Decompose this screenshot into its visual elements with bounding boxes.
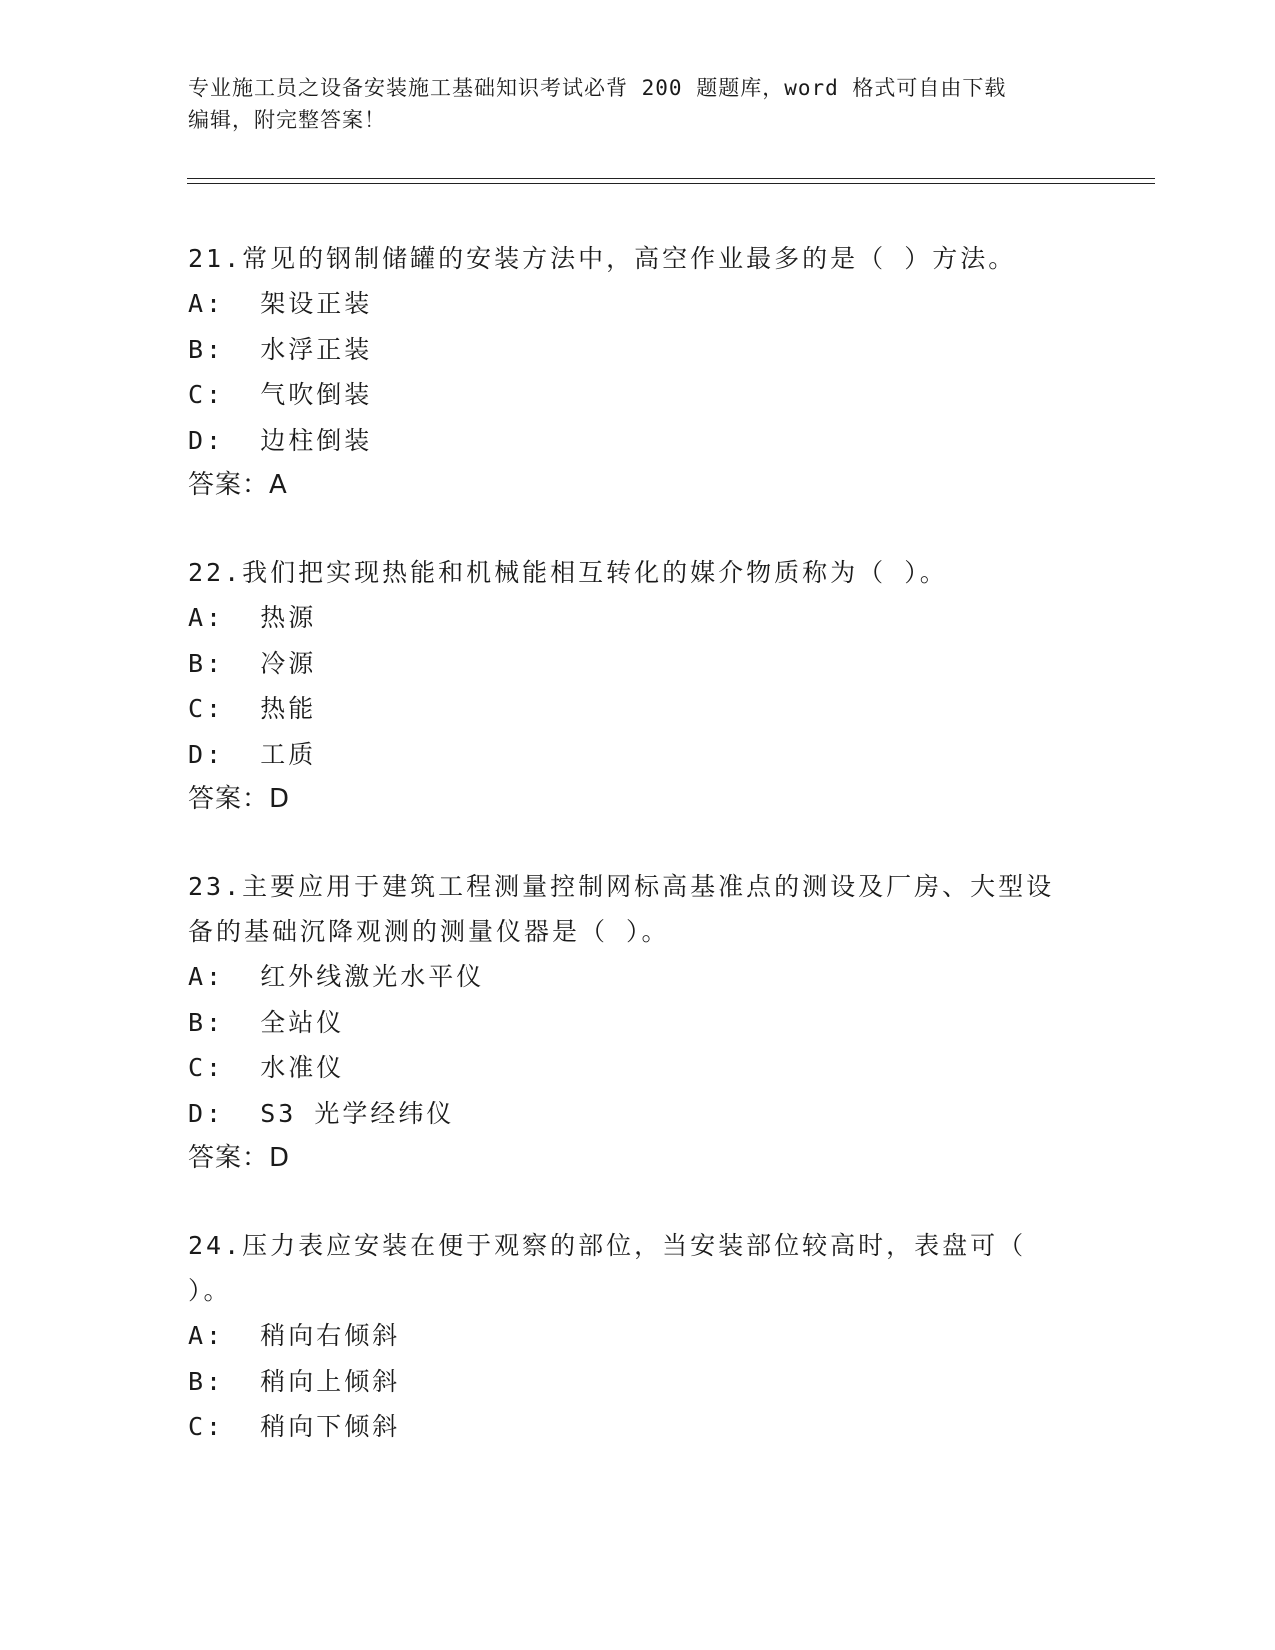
question-stem-line-1: 24.压力表应安装在便于观察的部位，当安装部位较高时，表盘可（ [188, 1231, 1027, 1260]
question-stem: 21.常见的钢制储罐的安装方法中，高空作业最多的是（ ）方法。 [188, 244, 1017, 273]
question-23 [188, 864, 1088, 1181]
question-21 [188, 236, 1088, 508]
option-c: C: 热能 [188, 694, 317, 723]
question-stem-line-1: 23.主要应用于建筑工程测量控制网标高基准点的测设及厂房、大型设 [188, 872, 1055, 901]
option-d: D: S3 光学经纬仪 [188, 1098, 455, 1128]
answer: 答案：A [188, 470, 288, 500]
option-c: C: 稍向下倾斜 [188, 1412, 401, 1441]
question-stem: 22.我们把实现热能和机械能相互转化的媒介物质称为（ ）。 [188, 558, 948, 587]
header-line-1: 专业施工员之设备安装施工基础知识考试必背 200 题题库，word 格式可自由下载 [188, 76, 1007, 100]
question-list [188, 236, 1088, 1492]
question-24 [188, 1223, 1088, 1450]
option-c: C: 水准仪 [188, 1053, 345, 1082]
question-22 [188, 550, 1088, 822]
option-a: A: 稍向右倾斜 [188, 1321, 401, 1350]
option-b: B: 稍向上倾斜 [188, 1366, 401, 1396]
option-b: B: 水浮正装 [188, 334, 373, 364]
document-header [188, 72, 1068, 136]
option-a: A: 红外线激光水平仪 [188, 962, 485, 991]
answer: 答案：D [188, 784, 291, 814]
answer: 答案：D [188, 1143, 291, 1173]
option-a: A: 热源 [188, 603, 317, 632]
option-d: D: 边柱倒装 [188, 425, 373, 455]
option-b: B: 全站仪 [188, 1007, 345, 1037]
header-line-2: 编辑，附完整答案！ [188, 108, 386, 132]
option-c: C: 气吹倒装 [188, 380, 373, 409]
option-d: D: 工质 [188, 739, 317, 769]
question-stem-line-2: 备的基础沉降观测的测量仪器是（ ）。 [188, 917, 670, 946]
header-divider-bottom [187, 183, 1155, 184]
option-a: A: 架设正装 [188, 289, 373, 318]
question-stem-line-2: ）。 [188, 1276, 232, 1305]
header-divider-top [187, 178, 1155, 179]
option-b: B: 冷源 [188, 648, 317, 678]
